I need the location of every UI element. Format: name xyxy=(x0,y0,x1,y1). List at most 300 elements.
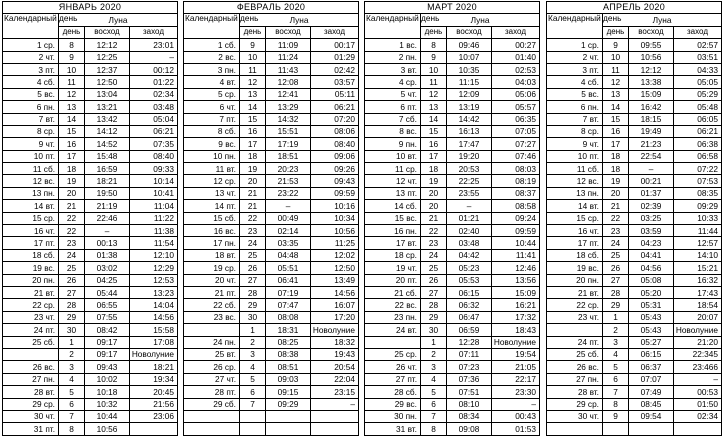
moonrise-cell: 22:54 xyxy=(629,150,674,162)
moonset-cell: Новолуние xyxy=(311,324,359,336)
moonrise-cell: 04:41 xyxy=(629,249,674,261)
calendar-day-cell: 7 вт. xyxy=(3,113,59,125)
table-row xyxy=(3,200,178,212)
moonrise-cell: 08:34 xyxy=(447,410,492,422)
calendar-day-cell: 14 вт. xyxy=(3,200,59,212)
moonset-cell xyxy=(674,423,722,435)
moon-age-cell: 8 xyxy=(421,39,447,51)
table-row xyxy=(184,237,359,249)
calendar-day-cell: 18 сб. xyxy=(3,249,59,261)
moonrise-cell: 14:52 xyxy=(85,138,130,150)
moonset-cell: 07:35 xyxy=(130,138,178,150)
calendar-day-cell: 25 вт. xyxy=(184,348,240,360)
moonset-cell: 15:58 xyxy=(130,324,178,336)
moon-age-cell: 18 xyxy=(421,163,447,175)
moonset-cell: 09:24 xyxy=(492,212,540,224)
moonset-cell: 14:10 xyxy=(674,249,722,261)
calendar-day-cell: 27 чт. xyxy=(184,373,240,385)
moonrise-cell: 06:47 xyxy=(447,311,492,323)
table-row xyxy=(365,39,540,51)
moon-age-cell: 15 xyxy=(603,113,629,125)
moonrise-cell: 06:15 xyxy=(447,286,492,298)
table-row xyxy=(184,163,359,175)
moon-age-cell: 13 xyxy=(603,88,629,100)
moonrise-cell: 12:25 xyxy=(85,51,130,63)
moonrise-header: восход xyxy=(447,26,492,38)
moonrise-cell: 07:51 xyxy=(447,386,492,398)
moon-age-cell: 2 xyxy=(59,348,85,360)
moonrise-cell: 13:42 xyxy=(85,113,130,125)
table-row xyxy=(365,237,540,249)
moonset-cell: 01:29 xyxy=(311,51,359,63)
moon-age-cell: 19 xyxy=(59,175,85,187)
table-row xyxy=(3,348,178,360)
moonset-cell: 10:56 xyxy=(311,225,359,237)
moonrise-cell: 20:53 xyxy=(447,163,492,175)
moonrise-cell: 18:31 xyxy=(266,324,311,336)
moon-table xyxy=(2,1,178,436)
table-row xyxy=(365,138,540,150)
moon-age-cell: 24 xyxy=(421,249,447,261)
moonset-cell: 11:22 xyxy=(130,212,178,224)
table-row xyxy=(365,200,540,212)
moonset-cell: 09:29 xyxy=(674,200,722,212)
moonrise-cell: 08:45 xyxy=(629,398,674,410)
calendar-day-cell: 5 вс. xyxy=(3,88,59,100)
calendar-day-cell: 6 пн. xyxy=(547,101,603,113)
calendar-day-cell: 16 чт. xyxy=(3,225,59,237)
calendar-day-header: Календарный день xyxy=(547,14,603,39)
table-row xyxy=(365,113,540,125)
moon-age-cell: 24 xyxy=(59,249,85,261)
calendar-day-cell xyxy=(184,324,240,336)
moon-age-cell: 29 xyxy=(240,299,266,311)
moon-age-cell: 29 xyxy=(603,299,629,311)
moon-age-cell: 25 xyxy=(59,262,85,274)
moonset-cell: 12:10 xyxy=(130,249,178,261)
moonset-cell: 05:04 xyxy=(130,113,178,125)
table-row xyxy=(365,311,540,323)
table-row xyxy=(547,212,722,224)
moonrise-cell: 00:49 xyxy=(266,212,311,224)
moonrise-cell: 07:55 xyxy=(85,311,130,323)
moonset-cell: 01:50 xyxy=(674,398,722,410)
moonset-cell: 20:54 xyxy=(311,361,359,373)
moonset-cell: 08:58 xyxy=(492,200,540,212)
calendar-day-cell: 5 ср. xyxy=(184,88,240,100)
calendar-day-cell: 1 вс. xyxy=(365,39,421,51)
moonset-cell: 15:09 xyxy=(492,286,540,298)
moonrise-cell: 08:42 xyxy=(85,324,130,336)
table-row xyxy=(3,187,178,199)
moon-age-cell: 30 xyxy=(421,324,447,336)
calendar-day-cell: 10 пн. xyxy=(184,150,240,162)
calendar-day-cell: 10 пт. xyxy=(547,150,603,162)
calendar-day-cell: 19 ср. xyxy=(184,262,240,274)
moonset-cell: 01:53 xyxy=(492,423,540,435)
moonrise-cell: 13:21 xyxy=(85,101,130,113)
calendar-day-cell: 20 пн. xyxy=(3,274,59,286)
moonrise-cell: 23:22 xyxy=(266,187,311,199)
moon-age-cell: 12 xyxy=(603,76,629,88)
calendar-day-cell: 26 вс. xyxy=(547,361,603,373)
moon-age-cell: 21 xyxy=(240,200,266,212)
moon-age-cell: 7 xyxy=(240,398,266,410)
table-row xyxy=(365,163,540,175)
moonrise-cell: 07:19 xyxy=(266,286,311,298)
table-row xyxy=(184,386,359,398)
calendar-day-cell: 15 сб. xyxy=(184,212,240,224)
moonrise-cell: 09:46 xyxy=(447,39,492,51)
moonset-cell: 07:27 xyxy=(492,138,540,150)
calendar-day-cell: 24 пт. xyxy=(547,336,603,348)
moonset-cell: 08:03 xyxy=(492,163,540,175)
calendar-day-cell: 17 пт. xyxy=(3,237,59,249)
moonrise-cell: 16:13 xyxy=(447,125,492,137)
calendar-day-cell: 7 пт. xyxy=(184,113,240,125)
moonrise-cell: 05:27 xyxy=(629,336,674,348)
calendar-day-cell: 21 сб. xyxy=(365,286,421,298)
moonset-cell: 20:07 xyxy=(674,311,722,323)
moonrise-cell: 12:12 xyxy=(629,63,674,75)
moonset-cell: 17:20 xyxy=(311,311,359,323)
calendar-day-cell: 8 ср. xyxy=(3,125,59,137)
moon-age-cell: 6 xyxy=(240,386,266,398)
moonrise-cell: 07:11 xyxy=(447,348,492,360)
table-row xyxy=(3,51,178,63)
moon-age-cell: 27 xyxy=(59,286,85,298)
calendar-day-cell: 15 ср. xyxy=(3,212,59,224)
calendar-day-cell: 2 чт. xyxy=(3,51,59,63)
moonset-cell: 00:12 xyxy=(130,63,178,75)
moonrise-cell: 19:50 xyxy=(85,187,130,199)
moonrise-cell: 11:09 xyxy=(266,39,311,51)
moonrise-cell: 06:37 xyxy=(629,361,674,373)
table-row xyxy=(365,51,540,63)
moon-age-cell: 19 xyxy=(603,175,629,187)
moonset-header: заход xyxy=(492,26,540,38)
moonset-cell: 17:32 xyxy=(492,311,540,323)
moon-age-header: день xyxy=(421,26,447,38)
calendar-day-cell: 12 вс. xyxy=(547,175,603,187)
table-row xyxy=(547,299,722,311)
moonrise-cell: 06:59 xyxy=(447,324,492,336)
moonset-cell: 11:38 xyxy=(130,225,178,237)
moonrise-cell: 12:37 xyxy=(85,63,130,75)
calendar-day-cell: 18 сб. xyxy=(547,249,603,261)
moonrise-cell: 09:29 xyxy=(266,398,311,410)
calendar-day-cell: 3 пт. xyxy=(547,63,603,75)
moonset-cell: Новолуние xyxy=(674,324,722,336)
table-row xyxy=(184,101,359,113)
calendar-day-cell xyxy=(547,324,603,336)
moonrise-cell: 19:49 xyxy=(629,125,674,137)
table-row xyxy=(547,225,722,237)
moonrise-header: восход xyxy=(266,26,311,38)
moonrise-cell: 18:15 xyxy=(629,113,674,125)
table-row xyxy=(184,311,359,323)
calendar-day-cell: 13 пн. xyxy=(547,187,603,199)
moonrise-cell: 11:15 xyxy=(447,76,492,88)
moonset-cell: 06:38 xyxy=(674,138,722,150)
moonset-cell: 18:21 xyxy=(130,361,178,373)
moonset-cell: 20:45 xyxy=(130,386,178,398)
moon-age-cell: 1 xyxy=(240,324,266,336)
moon-age-cell: 5 xyxy=(59,386,85,398)
table-row xyxy=(184,138,359,150)
moon-age-cell: 21 xyxy=(603,200,629,212)
moon-age-cell: 10 xyxy=(603,51,629,63)
moonset-cell: 22:17 xyxy=(492,373,540,385)
table-row xyxy=(184,125,359,137)
moon-age-cell: 19 xyxy=(240,163,266,175)
moon-age-cell: 28 xyxy=(603,286,629,298)
moon-age-cell: 12 xyxy=(240,76,266,88)
table-row xyxy=(184,324,359,336)
moonset-cell: 13:23 xyxy=(130,286,178,298)
moonset-cell: 16:07 xyxy=(311,299,359,311)
calendar-day-cell: 23 чт. xyxy=(3,311,59,323)
table-row xyxy=(547,113,722,125)
moonrise-cell: – xyxy=(85,225,130,237)
table-row xyxy=(547,237,722,249)
table-row xyxy=(184,200,359,212)
moonrise-cell: 09:55 xyxy=(629,39,674,51)
moonset-cell: 21:20 xyxy=(674,336,722,348)
moonrise-cell: 05:23 xyxy=(447,262,492,274)
month-title: АПРЕЛЬ 2020 xyxy=(547,2,722,14)
moonrise-cell: 02:14 xyxy=(266,225,311,237)
table-row xyxy=(547,39,722,51)
moon-age-cell: 22 xyxy=(59,212,85,224)
moon-age-cell: 22 xyxy=(240,212,266,224)
moonrise-cell: 03:25 xyxy=(629,212,674,224)
moonset-cell: 10:16 xyxy=(311,200,359,212)
moonset-cell: 02:42 xyxy=(311,63,359,75)
table-row xyxy=(3,262,178,274)
moonrise-cell: 10:35 xyxy=(447,63,492,75)
calendar-day-cell: 23 чт. xyxy=(547,311,603,323)
moon-age-cell: 22 xyxy=(59,225,85,237)
moon-age-cell: 25 xyxy=(421,262,447,274)
calendar-day-cell xyxy=(3,348,59,360)
moonrise-cell: 12:41 xyxy=(266,88,311,100)
moonset-cell: 12:53 xyxy=(130,274,178,286)
calendar-day-cell: 13 пт. xyxy=(365,187,421,199)
moonrise-cell: 11:24 xyxy=(266,51,311,63)
moonrise-cell: 06:55 xyxy=(85,299,130,311)
moonrise-cell: 14:12 xyxy=(85,125,130,137)
moonset-cell: 01:22 xyxy=(130,76,178,88)
calendar-day-cell: 29 ср. xyxy=(3,398,59,410)
calendar-day-cell: 4 сб. xyxy=(3,76,59,88)
moon-age-cell: 26 xyxy=(603,262,629,274)
moonset-cell: 12:02 xyxy=(311,249,359,261)
moonrise-cell: – xyxy=(629,163,674,175)
moon-age-cell: 15 xyxy=(240,113,266,125)
calendar-day-cell: 16 чт. xyxy=(547,225,603,237)
calendar-day-cell: 9 чт. xyxy=(3,138,59,150)
moonset-cell: – xyxy=(492,398,540,410)
moon-age-cell: 28 xyxy=(240,286,266,298)
moon-age-cell: 11 xyxy=(603,63,629,75)
table-row xyxy=(184,249,359,261)
table-row xyxy=(365,101,540,113)
moonset-cell: 18:54 xyxy=(674,299,722,311)
table-row xyxy=(3,88,178,100)
table-row xyxy=(184,373,359,385)
moonset-cell: 03:48 xyxy=(130,101,178,113)
calendar-day-cell: 12 ср. xyxy=(184,175,240,187)
table-row xyxy=(547,125,722,137)
moonrise-cell: 07:47 xyxy=(266,299,311,311)
moon-age-cell: 17 xyxy=(603,138,629,150)
table-row xyxy=(365,150,540,162)
table-row xyxy=(184,51,359,63)
table-row xyxy=(365,324,540,336)
moonrise-cell: 12:28 xyxy=(447,336,492,348)
moon-age-cell: 9 xyxy=(603,39,629,51)
moonrise-header: восход xyxy=(629,26,674,38)
moonrise-cell: 03:02 xyxy=(85,262,130,274)
moonset-cell: 04:03 xyxy=(492,76,540,88)
calendar-day-cell: 14 сб. xyxy=(365,200,421,212)
calendar-day-cell: 6 пт. xyxy=(365,101,421,113)
moonrise-cell: 05:08 xyxy=(629,274,674,286)
calendar-day-cell: 9 вс. xyxy=(184,138,240,150)
calendar-day-cell: 30 пн. xyxy=(365,410,421,422)
table-row xyxy=(3,386,178,398)
month-table-1 xyxy=(2,1,177,434)
moonset-cell: 07:46 xyxy=(492,150,540,162)
calendar-day-cell: 31 вт. xyxy=(365,423,421,435)
calendar-day-cell: 29 вс. xyxy=(365,398,421,410)
calendar-day-cell: 18 ср. xyxy=(365,249,421,261)
moonset-cell: 06:58 xyxy=(674,150,722,162)
table-row xyxy=(3,175,178,187)
calendar-day-cell: 14 вт. xyxy=(547,200,603,212)
moon-age-cell: 21 xyxy=(59,200,85,212)
calendar-day-cell: 28 сб. xyxy=(365,386,421,398)
moonset-cell: 22:04 xyxy=(311,373,359,385)
table-row xyxy=(547,286,722,298)
table-row xyxy=(365,187,540,199)
moon-age-cell: 6 xyxy=(603,373,629,385)
calendar-day-cell: 16 вс. xyxy=(184,225,240,237)
moonrise-cell: 18:21 xyxy=(85,175,130,187)
moonset-cell: 11:04 xyxy=(130,200,178,212)
moonrise-cell: 03:59 xyxy=(629,225,674,237)
moon-age-cell: 4 xyxy=(59,373,85,385)
calendar-day-cell: 25 сб. xyxy=(3,336,59,348)
table-row xyxy=(365,398,540,410)
moonrise-cell: 02:39 xyxy=(629,200,674,212)
table-row xyxy=(3,336,178,348)
moon-age-cell: 14 xyxy=(421,113,447,125)
moon-header: Луна xyxy=(59,14,178,26)
calendar-day-cell: 27 пн. xyxy=(3,373,59,385)
moonset-cell: 00:53 xyxy=(674,386,722,398)
calendar-day-cell: 4 ср. xyxy=(365,76,421,88)
calendar-day-cell: 11 ср. xyxy=(365,163,421,175)
moonrise-cell: 08:38 xyxy=(266,348,311,360)
moon-age-cell: 24 xyxy=(603,237,629,249)
moon-age-cell: 7 xyxy=(603,386,629,398)
moonrise-cell: 01:37 xyxy=(629,187,674,199)
moonrise-cell: 10:56 xyxy=(629,51,674,63)
moonrise-cell: 05:51 xyxy=(266,262,311,274)
moon-age-cell: 27 xyxy=(603,274,629,286)
moon-age-cell: 1 xyxy=(59,336,85,348)
table-row xyxy=(547,361,722,373)
moonrise-cell: 13:38 xyxy=(629,76,674,88)
moon-age-cell: 30 xyxy=(59,324,85,336)
moon-age-cell: 3 xyxy=(240,348,266,360)
calendar-day-cell: 17 пн. xyxy=(184,237,240,249)
moonset-cell: 02:34 xyxy=(130,88,178,100)
table-row xyxy=(365,262,540,274)
table-row xyxy=(184,274,359,286)
moonrise-cell: 10:02 xyxy=(85,373,130,385)
moon-age-cell: 12 xyxy=(59,88,85,100)
table-row xyxy=(3,212,178,224)
moon-age-cell: 18 xyxy=(603,150,629,162)
moonrise-cell: 00:21 xyxy=(629,175,674,187)
table-row xyxy=(3,286,178,298)
calendar-day-cell: 8 сб. xyxy=(184,125,240,137)
moonset-cell: 06:21 xyxy=(130,125,178,137)
moon-age-cell: 23 xyxy=(59,237,85,249)
calendar-day-cell: 15 ср. xyxy=(547,212,603,224)
calendar-day-cell: 5 чт. xyxy=(365,88,421,100)
moonset-cell: 16:32 xyxy=(674,274,722,286)
table-row xyxy=(3,324,178,336)
moonset-cell: 19:34 xyxy=(130,373,178,385)
moonrise-cell: 11:43 xyxy=(266,63,311,75)
moonrise-cell: 04:56 xyxy=(629,262,674,274)
table-row xyxy=(365,299,540,311)
moon-age-cell: 11 xyxy=(240,63,266,75)
calendar-day-cell: 16 пн. xyxy=(365,225,421,237)
moonrise-cell: 05:53 xyxy=(447,274,492,286)
calendar-day-cell: 19 чт. xyxy=(365,262,421,274)
moonrise-cell: 15:48 xyxy=(85,150,130,162)
table-row xyxy=(184,187,359,199)
table-row xyxy=(365,249,540,261)
table-row xyxy=(3,63,178,75)
moonrise-cell: 09:17 xyxy=(85,336,130,348)
table-row xyxy=(3,39,178,51)
moonset-cell xyxy=(130,423,178,435)
moon-age-cell: 18 xyxy=(603,163,629,175)
moon-age-cell: 23 xyxy=(240,225,266,237)
moon-age-cell: 11 xyxy=(421,76,447,88)
table-row xyxy=(3,274,178,286)
calendar-day-cell xyxy=(547,423,603,435)
moonset-cell: – xyxy=(311,398,359,410)
table-row xyxy=(365,373,540,385)
table-row xyxy=(365,423,540,435)
calendar-day-cell: 10 вт. xyxy=(365,150,421,162)
moon-age-cell: 12 xyxy=(421,88,447,100)
moonrise-cell: 16:59 xyxy=(85,163,130,175)
moonset-cell: 13:49 xyxy=(311,274,359,286)
calendar-day-cell: 2 вс. xyxy=(184,51,240,63)
table-row xyxy=(547,348,722,360)
table-row xyxy=(3,423,178,435)
moonset-cell: 07:05 xyxy=(492,125,540,137)
table-row xyxy=(184,410,359,422)
